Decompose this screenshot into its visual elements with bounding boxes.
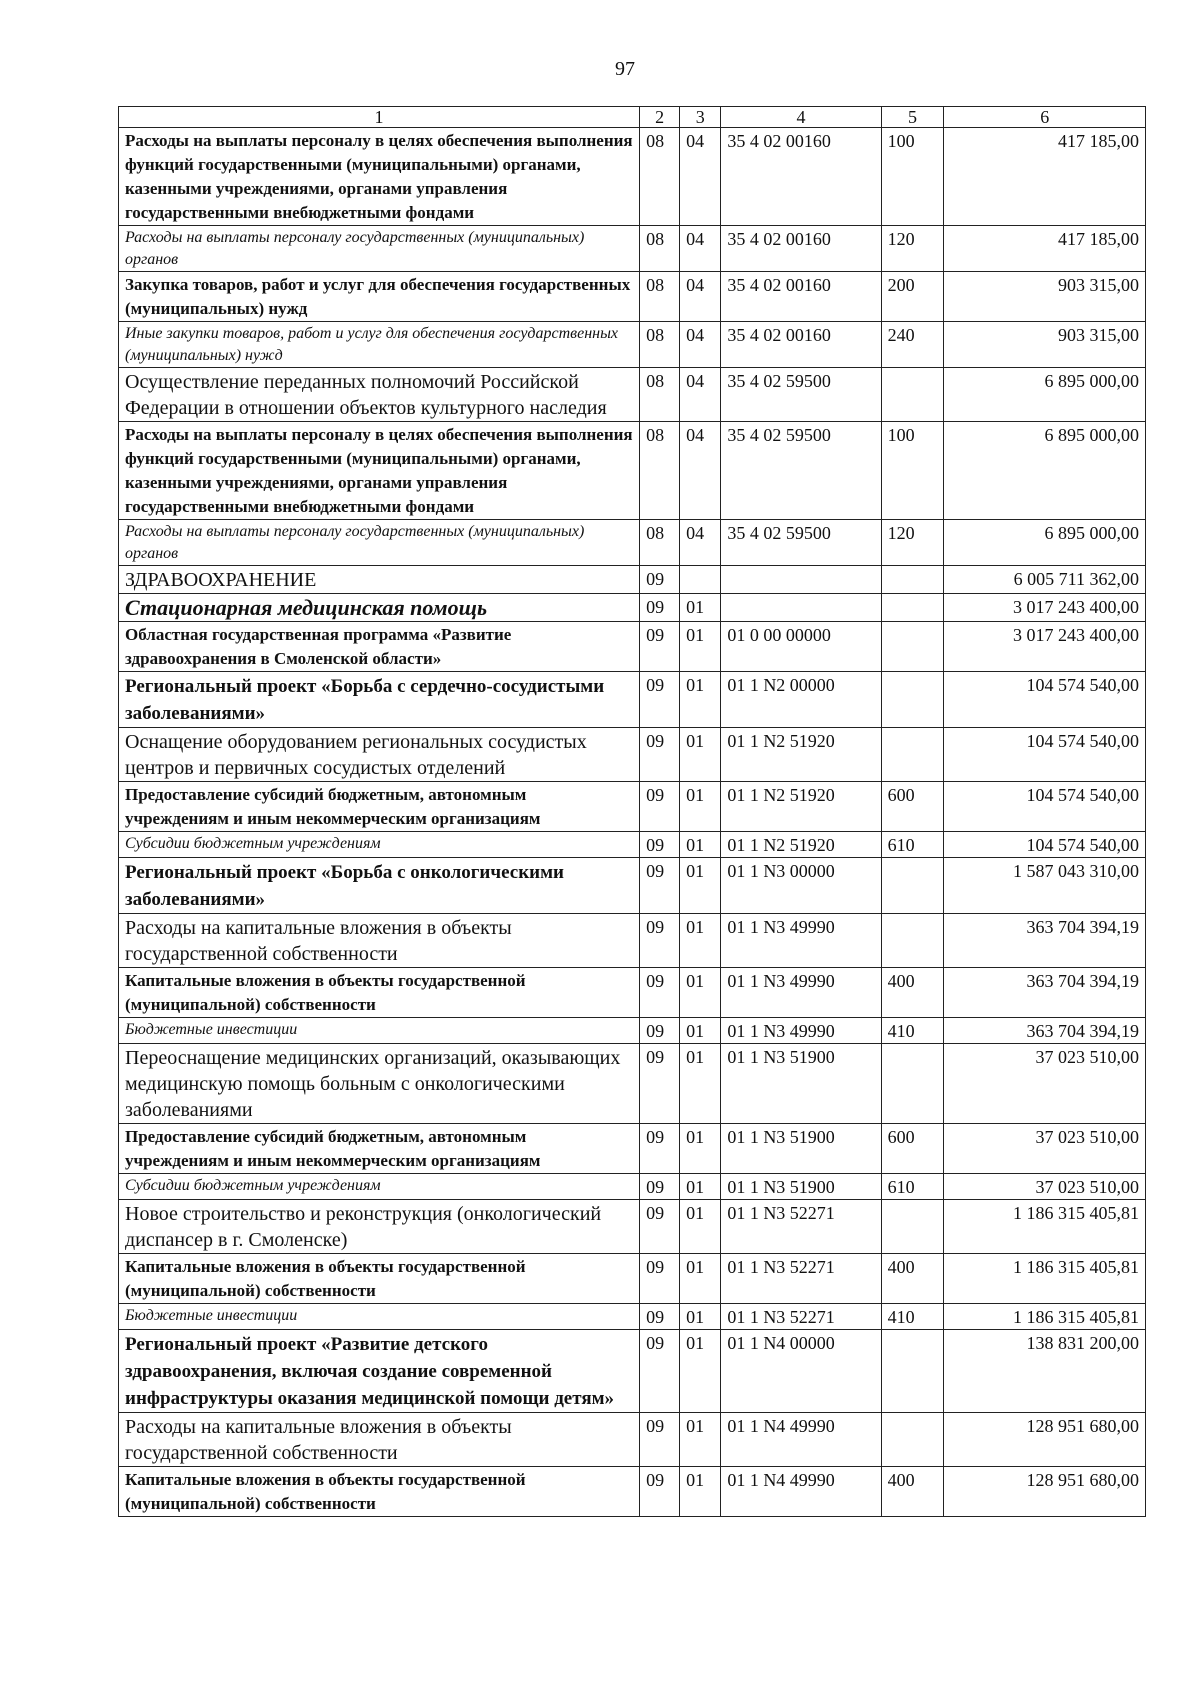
- row-target-code: 01 1 N3 52271: [721, 1304, 881, 1330]
- row-expense-type: 600: [881, 1124, 944, 1174]
- row-name: Закупка товаров, работ и услуг для обеспечения государственных (муниципальных) нужд: [119, 272, 640, 322]
- row-section: 09: [640, 728, 680, 782]
- row-section: 09: [640, 1018, 680, 1044]
- row-section: 09: [640, 1413, 680, 1467]
- row-name: Оснащение оборудованием региональных сосудистых центров и первичных сосудистых отделений: [119, 728, 640, 782]
- row-name: Расходы на капитальные вложения в объекты государственной собственности: [119, 1413, 640, 1467]
- row-amount: 6 895 000,00: [944, 520, 1146, 566]
- row-expense-type: 120: [881, 520, 944, 566]
- row-expense-type: [881, 594, 944, 622]
- row-section: 09: [640, 594, 680, 622]
- table-row: [119, 1467, 1146, 1517]
- row-expense-type: [881, 1330, 944, 1413]
- row-target-code: 35 4 02 00160: [721, 272, 881, 322]
- header-col-5: 5: [881, 107, 944, 128]
- row-amount: 903 315,00: [944, 272, 1146, 322]
- row-amount: 363 704 394,19: [944, 1018, 1146, 1044]
- row-name: Бюджетные инвестиции: [119, 1018, 640, 1044]
- row-name: Капитальные вложения в объекты государственной (муниципальной) собственности: [119, 968, 640, 1018]
- row-amount: 3 017 243 400,00: [944, 594, 1146, 622]
- header-col-3: 3: [680, 107, 721, 128]
- row-subsection: 01: [680, 1018, 721, 1044]
- table-row: [119, 566, 1146, 594]
- table-row: [119, 1304, 1146, 1330]
- row-target-code: 01 1 N2 00000: [721, 672, 881, 728]
- row-section: 08: [640, 422, 680, 520]
- row-name: Предоставление субсидий бюджетным, автономным учреждениям и иным некоммерческим организациям: [119, 1124, 640, 1174]
- row-amount: 104 574 540,00: [944, 728, 1146, 782]
- row-amount: 1 186 315 405,81: [944, 1200, 1146, 1254]
- row-subsection: 01: [680, 832, 721, 858]
- row-section: 09: [640, 1254, 680, 1304]
- row-target-code: 01 1 N3 51900: [721, 1044, 881, 1124]
- row-subsection: 01: [680, 1044, 721, 1124]
- row-subsection: 04: [680, 226, 721, 272]
- row-subsection: 04: [680, 368, 721, 422]
- row-amount: 128 951 680,00: [944, 1467, 1146, 1517]
- row-section: 09: [640, 1330, 680, 1413]
- row-expense-type: [881, 914, 944, 968]
- row-expense-type: 400: [881, 968, 944, 1018]
- row-subsection: 01: [680, 1413, 721, 1467]
- table-row: [119, 368, 1146, 422]
- row-expense-type: 400: [881, 1467, 944, 1517]
- row-amount: 417 185,00: [944, 226, 1146, 272]
- row-target-code: 01 0 00 00000: [721, 622, 881, 672]
- row-name: Региональный проект «Развитие детского здравоохранения, включая создание современной инфраструктуры оказания медицинской помощи детям»: [119, 1330, 640, 1413]
- table-row: [119, 1124, 1146, 1174]
- row-amount: 37 023 510,00: [944, 1044, 1146, 1124]
- row-subsection: 04: [680, 128, 721, 226]
- row-section: 09: [640, 672, 680, 728]
- table-row: [119, 622, 1146, 672]
- row-name: Расходы на выплаты персоналу государственных (муниципальных) органов: [119, 520, 640, 566]
- table-row: [119, 1174, 1146, 1200]
- table-row: [119, 322, 1146, 368]
- row-amount: 363 704 394,19: [944, 914, 1146, 968]
- table-row: [119, 728, 1146, 782]
- row-target-code: 01 1 N2 51920: [721, 832, 881, 858]
- row-name: Осуществление переданных полномочий Российской Федерации в отношении объектов культурного наследия: [119, 368, 640, 422]
- row-expense-type: 100: [881, 128, 944, 226]
- row-section: 09: [640, 1304, 680, 1330]
- row-name: Капитальные вложения в объекты государственной (муниципальной) собственности: [119, 1254, 640, 1304]
- row-target-code: 01 1 N3 49990: [721, 1018, 881, 1044]
- row-name: Расходы на выплаты персоналу в целях обеспечения выполнения функций государственными (муниципальными) органами, казенными учреждениями, органами управления государственными внебюджетными фондами: [119, 422, 640, 520]
- row-target-code: 01 1 N3 51900: [721, 1124, 881, 1174]
- table-row: [119, 1018, 1146, 1044]
- row-amount: 37 023 510,00: [944, 1174, 1146, 1200]
- budget-table: [118, 106, 1146, 1517]
- header-col-4: 4: [721, 107, 881, 128]
- row-section: 09: [640, 566, 680, 594]
- row-amount: 903 315,00: [944, 322, 1146, 368]
- row-amount: 128 951 680,00: [944, 1413, 1146, 1467]
- row-section: 09: [640, 914, 680, 968]
- row-target-code: 35 4 02 00160: [721, 226, 881, 272]
- row-target-code: 35 4 02 59500: [721, 520, 881, 566]
- header-col-1: 1: [119, 107, 640, 128]
- row-amount: 6 895 000,00: [944, 368, 1146, 422]
- row-section: 08: [640, 520, 680, 566]
- row-subsection: 01: [680, 728, 721, 782]
- row-section: 09: [640, 968, 680, 1018]
- row-section: 08: [640, 368, 680, 422]
- row-target-code: 01 1 N3 52271: [721, 1254, 881, 1304]
- row-target-code: 01 1 N2 51920: [721, 728, 881, 782]
- row-target-code: 01 1 N2 51920: [721, 782, 881, 832]
- row-subsection: 01: [680, 782, 721, 832]
- budget-table-body: [119, 107, 1146, 1517]
- row-target-code: 01 1 N3 51900: [721, 1174, 881, 1200]
- row-target-code: 01 1 N3 00000: [721, 858, 881, 914]
- table-row: [119, 1330, 1146, 1413]
- row-target-code: 01 1 N4 00000: [721, 1330, 881, 1413]
- row-expense-type: [881, 1044, 944, 1124]
- table-row: [119, 520, 1146, 566]
- row-subsection: 01: [680, 968, 721, 1018]
- row-amount: 6 895 000,00: [944, 422, 1146, 520]
- row-expense-type: [881, 1413, 944, 1467]
- row-expense-type: 240: [881, 322, 944, 368]
- row-section: 09: [640, 858, 680, 914]
- row-expense-type: [881, 858, 944, 914]
- table-row: [119, 832, 1146, 858]
- row-expense-type: 400: [881, 1254, 944, 1304]
- table-row: [119, 1254, 1146, 1304]
- row-subsection: 01: [680, 858, 721, 914]
- row-subsection: 01: [680, 1200, 721, 1254]
- row-expense-type: [881, 566, 944, 594]
- row-subsection: 04: [680, 422, 721, 520]
- row-amount: 3 017 243 400,00: [944, 622, 1146, 672]
- row-name: Иные закупки товаров, работ и услуг для обеспечения государственных (муниципальных) нужд: [119, 322, 640, 368]
- row-subsection: 04: [680, 520, 721, 566]
- row-section: 09: [640, 1467, 680, 1517]
- table-row: [119, 672, 1146, 728]
- table-row: [119, 1200, 1146, 1254]
- row-subsection: 01: [680, 1174, 721, 1200]
- row-section: 08: [640, 322, 680, 368]
- table-row: [119, 858, 1146, 914]
- table-row: [119, 914, 1146, 968]
- table-row: [119, 968, 1146, 1018]
- row-name: Субсидии бюджетным учреждениям: [119, 1174, 640, 1200]
- row-name: Переоснащение медицинских организаций, оказывающих медицинскую помощь больным с онкологическими заболеваниями: [119, 1044, 640, 1124]
- row-expense-type: 600: [881, 782, 944, 832]
- row-section: 09: [640, 832, 680, 858]
- row-expense-type: [881, 368, 944, 422]
- row-name: Стационарная медицинская помощь: [119, 594, 640, 622]
- table-row: [119, 128, 1146, 226]
- row-name: Региональный проект «Борьба с сердечно-сосудистыми заболеваниями»: [119, 672, 640, 728]
- row-amount: 138 831 200,00: [944, 1330, 1146, 1413]
- row-subsection: 01: [680, 1124, 721, 1174]
- row-target-code: 35 4 02 00160: [721, 128, 881, 226]
- row-amount: 1 587 043 310,00: [944, 858, 1146, 914]
- row-amount: 1 186 315 405,81: [944, 1254, 1146, 1304]
- row-amount: 104 574 540,00: [944, 782, 1146, 832]
- table-row: [119, 1044, 1146, 1124]
- row-name: Расходы на выплаты персоналу государственных (муниципальных) органов: [119, 226, 640, 272]
- row-name: Капитальные вложения в объекты государственной (муниципальной) собственности: [119, 1467, 640, 1517]
- table-row: [119, 782, 1146, 832]
- row-target-code: [721, 594, 881, 622]
- row-name: Новое строительство и реконструкция (онкологический диспансер в г. Смоленске): [119, 1200, 640, 1254]
- row-name: ЗДРАВООХРАНЕНИЕ: [119, 566, 640, 594]
- table-header-row: [119, 107, 1146, 128]
- row-subsection: 01: [680, 1254, 721, 1304]
- row-name: Расходы на выплаты персоналу в целях обеспечения выполнения функций государственными (муниципальными) органами, казенными учреждениями, органами управления государственными внебюджетными фондами: [119, 128, 640, 226]
- row-subsection: [680, 566, 721, 594]
- row-amount: 6 005 711 362,00: [944, 566, 1146, 594]
- row-name: Расходы на капитальные вложения в объекты государственной собственности: [119, 914, 640, 968]
- row-target-code: [721, 566, 881, 594]
- row-expense-type: [881, 622, 944, 672]
- table-row: [119, 594, 1146, 622]
- row-section: 09: [640, 622, 680, 672]
- table-row: [119, 1413, 1146, 1467]
- row-target-code: 35 4 02 59500: [721, 422, 881, 520]
- row-subsection: 01: [680, 1304, 721, 1330]
- row-expense-type: [881, 1200, 944, 1254]
- row-expense-type: 120: [881, 226, 944, 272]
- row-subsection: 01: [680, 622, 721, 672]
- row-subsection: 04: [680, 322, 721, 368]
- row-target-code: 01 1 N3 49990: [721, 914, 881, 968]
- row-section: 09: [640, 1124, 680, 1174]
- row-section: 09: [640, 1200, 680, 1254]
- row-expense-type: [881, 672, 944, 728]
- row-target-code: 01 1 N4 49990: [721, 1467, 881, 1517]
- row-name: Субсидии бюджетным учреждениям: [119, 832, 640, 858]
- row-subsection: 04: [680, 272, 721, 322]
- row-name: Региональный проект «Борьба с онкологическими заболеваниями»: [119, 858, 640, 914]
- header-col-2: 2: [640, 107, 680, 128]
- row-section: 09: [640, 782, 680, 832]
- row-target-code: 35 4 02 59500: [721, 368, 881, 422]
- row-subsection: 01: [680, 594, 721, 622]
- row-expense-type: [881, 728, 944, 782]
- table-row: [119, 226, 1146, 272]
- table-row: [119, 422, 1146, 520]
- row-target-code: 01 1 N3 49990: [721, 968, 881, 1018]
- row-amount: 363 704 394,19: [944, 968, 1146, 1018]
- row-target-code: 01 1 N4 49990: [721, 1413, 881, 1467]
- row-subsection: 01: [680, 1467, 721, 1517]
- row-section: 09: [640, 1174, 680, 1200]
- row-expense-type: 410: [881, 1304, 944, 1330]
- row-target-code: 01 1 N3 52271: [721, 1200, 881, 1254]
- row-expense-type: 610: [881, 832, 944, 858]
- row-expense-type: 410: [881, 1018, 944, 1044]
- row-section: 08: [640, 128, 680, 226]
- row-expense-type: 200: [881, 272, 944, 322]
- row-amount: 104 574 540,00: [944, 832, 1146, 858]
- row-amount: 104 574 540,00: [944, 672, 1146, 728]
- row-subsection: 01: [680, 1330, 721, 1413]
- row-expense-type: 610: [881, 1174, 944, 1200]
- row-subsection: 01: [680, 914, 721, 968]
- row-amount: 1 186 315 405,81: [944, 1304, 1146, 1330]
- table-row: [119, 272, 1146, 322]
- row-name: Областная государственная программа «Развитие здравоохранения в Смоленской области»: [119, 622, 640, 672]
- row-name: Бюджетные инвестиции: [119, 1304, 640, 1330]
- row-section: 08: [640, 272, 680, 322]
- row-amount: 37 023 510,00: [944, 1124, 1146, 1174]
- row-expense-type: 100: [881, 422, 944, 520]
- page-number: 97: [615, 58, 635, 80]
- row-section: 09: [640, 1044, 680, 1124]
- row-name: Предоставление субсидий бюджетным, автономным учреждениям и иным некоммерческим организациям: [119, 782, 640, 832]
- row-subsection: 01: [680, 672, 721, 728]
- row-amount: 417 185,00: [944, 128, 1146, 226]
- row-target-code: 35 4 02 00160: [721, 322, 881, 368]
- row-section: 08: [640, 226, 680, 272]
- header-col-6: 6: [944, 107, 1146, 128]
